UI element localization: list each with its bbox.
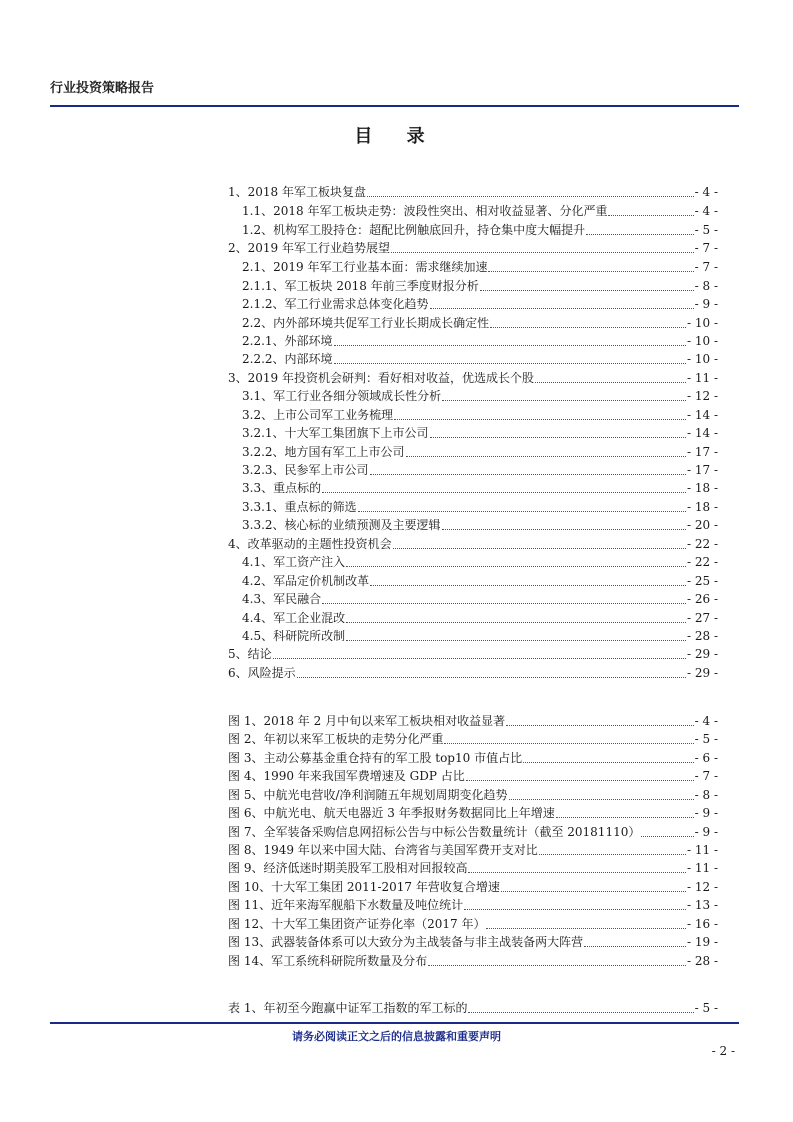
dot-leader: [346, 565, 686, 567]
toc-entry-page: - 28 -: [686, 629, 718, 643]
dot-leader: [523, 761, 694, 763]
toc-entry[interactable]: [242, 571, 718, 589]
figure-entry[interactable]: [228, 932, 718, 950]
figure-entry-text: 图 4、1990 年来我国军费增速及 GDP 占比: [228, 769, 465, 783]
figure-entry-text: 图 5、中航光电营收/净利润随五年规划周期变化趋势: [228, 788, 508, 802]
toc-entry[interactable]: [242, 497, 718, 515]
toc-entry-page: - 27 -: [686, 611, 718, 625]
figure-entry-page: - 13 -: [686, 898, 718, 912]
dot-leader: [608, 214, 693, 216]
dot-leader: [468, 871, 686, 873]
figure-entry-text: 图 14、军工系统科研院所数量及分布: [228, 954, 428, 968]
dot-leader: [509, 798, 694, 800]
toc-entry[interactable]: [228, 663, 718, 681]
dot-leader: [442, 399, 686, 401]
dot-leader: [346, 621, 686, 623]
dot-leader: [367, 195, 694, 197]
toc-entry-text: 2.1.1、军工板块 2018 年前三季度财报分析: [242, 279, 479, 293]
toc-entry-text: 3.2、上市公司军工业务梳理: [242, 408, 394, 422]
figure-entry[interactable]: [228, 711, 718, 729]
dot-leader: [535, 381, 686, 383]
figure-entry[interactable]: [228, 895, 718, 913]
dot-leader: [641, 835, 693, 837]
figure-entry-text: 图 11、近年来海军舰船下水数量及吨位统计: [228, 898, 464, 912]
toc-entry-page: - 17 -: [686, 445, 718, 459]
figure-entry-page: - 11 -: [686, 861, 718, 875]
figure-entry-page: - 7 -: [694, 769, 718, 783]
toc-entry-page: - 14 -: [686, 426, 718, 440]
toc-entry[interactable]: [242, 515, 718, 533]
toc-entry-text: 4.5、科研院所改制: [242, 629, 346, 643]
toc-entry-page: - 26 -: [686, 592, 718, 606]
dot-leader: [322, 602, 686, 604]
toc-entry-text: 3.2.1、十大军工集团旗下上市公司: [242, 426, 429, 440]
figure-entry-text: 图 7、全军装备采购信息网招标公告与中标公告数量统计（截至 20181110）: [228, 825, 641, 839]
figure-entry-text: 图 1、2018 年 2 月中旬以来军工板块相对收益显著: [228, 714, 506, 728]
toc-entry-text: 4.4、军工企业混改: [242, 611, 346, 625]
toc-entry-text: 4.1、军工资产注入: [242, 555, 346, 569]
toc-entry[interactable]: [242, 257, 718, 275]
dot-leader: [297, 676, 686, 678]
toc-entry-page: - 10 -: [686, 334, 718, 348]
toc-entry[interactable]: [242, 331, 718, 349]
table-entry-text: 表 1、年初至今跑赢中证军工指数的军工标的: [228, 1001, 468, 1015]
toc-entry[interactable]: [242, 386, 718, 404]
toc-entry[interactable]: [228, 644, 718, 662]
toc-entry-text: 2、2019 年军工行业趋势展望: [228, 241, 390, 255]
table-entry[interactable]: [228, 998, 718, 1016]
dot-leader: [556, 816, 694, 818]
toc-entry-text: 2.1.2、军工行业需求总体变化趋势: [242, 297, 429, 311]
dot-leader: [488, 270, 693, 272]
dot-leader: [334, 362, 686, 364]
figure-entry[interactable]: [228, 785, 718, 803]
figure-entry[interactable]: [228, 914, 718, 932]
toc-entry-text: 2.1、2019 年军工行业基本面：需求继续加速: [242, 260, 488, 274]
figure-entry[interactable]: [228, 951, 718, 969]
toc-entry[interactable]: [242, 276, 718, 294]
dot-leader: [444, 742, 693, 744]
toc-entry[interactable]: [242, 478, 718, 496]
table-entry-page: - 5 -: [694, 1001, 718, 1015]
figure-entry-page: - 19 -: [686, 935, 718, 949]
toc-entry-text: 3.3.2、核心标的业绩预测及主要逻辑: [242, 518, 441, 532]
dot-leader: [586, 233, 694, 235]
figure-entry-page: - 12 -: [686, 880, 718, 894]
dot-leader: [584, 945, 686, 947]
toc-entry[interactable]: [242, 349, 718, 367]
toc-entry-page: - 11 -: [686, 371, 718, 385]
toc-entry-text: 5、结论: [228, 647, 272, 661]
toc-entry[interactable]: [242, 313, 718, 331]
toc-entry-text: 2.2、内外部环境共促军工行业长期成长确定性: [242, 316, 490, 330]
dot-leader: [393, 547, 686, 549]
figure-entry-page: - 8 -: [694, 788, 718, 802]
dot-leader: [273, 657, 686, 659]
figure-entry-page: - 11 -: [686, 843, 718, 857]
toc-entry-page: - 9 -: [694, 297, 718, 311]
toc-entry[interactable]: [242, 220, 718, 238]
figure-entry-page: - 16 -: [686, 917, 718, 931]
toc-entry[interactable]: [242, 608, 718, 626]
toc-entry-text: 4.2、军品定价机制改革: [242, 574, 370, 588]
dot-leader: [490, 326, 686, 328]
report-type-header: 行业投资策略报告: [50, 81, 155, 96]
dot-leader: [428, 964, 686, 966]
toc-entry-text: 4.3、军民融合: [242, 592, 322, 606]
dot-leader: [501, 890, 686, 892]
toc-entry-page: - 29 -: [686, 647, 718, 661]
toc-entry-page: - 5 -: [694, 223, 718, 237]
toc-entry-text: 2.2.2、内部环境: [242, 352, 333, 366]
toc-entry-page: - 22 -: [686, 537, 718, 551]
toc-entry-text: 1、2018 年军工板块复盘: [228, 185, 366, 199]
figure-entry[interactable]: [228, 858, 718, 876]
toc-entry[interactable]: [228, 534, 718, 552]
toc-entry-page: - 12 -: [686, 389, 718, 403]
toc-entry[interactable]: [242, 405, 718, 423]
toc-entry-text: 1.1、2018 年军工板块走势：波段性突出、相对收益显著、分化严重: [242, 204, 608, 218]
toc-entry-page: - 4 -: [694, 204, 718, 218]
figure-entry[interactable]: [228, 877, 718, 895]
toc-entry-text: 3.2.2、地方国有军工上市公司: [242, 445, 405, 459]
toc-title: 目 录: [354, 126, 439, 147]
figure-entry-page: - 4 -: [694, 714, 718, 728]
toc-entry[interactable]: [228, 368, 718, 386]
dot-leader: [466, 779, 694, 781]
dot-leader: [430, 307, 694, 309]
toc-entry[interactable]: [242, 552, 718, 570]
toc-entry[interactable]: [228, 238, 718, 256]
figure-entry-text: 图 3、主动公募基金重仓持有的军工股 top10 市值占比: [228, 751, 523, 765]
dot-leader: [539, 853, 686, 855]
toc-entry-page: - 20 -: [686, 518, 718, 532]
figure-entry-page: - 6 -: [694, 751, 718, 765]
toc-entry-page: - 17 -: [686, 463, 718, 477]
toc-entry-text: 3.1、军工行业各细分领域成长性分析: [242, 389, 442, 403]
toc-entry-page: - 10 -: [686, 316, 718, 330]
dot-leader: [394, 418, 686, 420]
toc-entry-text: 3.3、重点标的: [242, 481, 322, 495]
dot-leader: [442, 528, 686, 530]
toc-entry-text: 1.2、机构军工股持仓：超配比例触底回升，持仓集中度大幅提升: [242, 223, 586, 237]
toc-entry[interactable]: [242, 589, 718, 607]
toc-entry-page: - 29 -: [686, 666, 718, 680]
dot-leader: [406, 455, 686, 457]
toc-entry-text: 3.3.1、重点标的筛选: [242, 500, 357, 514]
header-divider: [50, 105, 739, 107]
dot-leader: [358, 510, 686, 512]
toc-entry-text: 3.2.3、民参军上市公司: [242, 463, 369, 477]
toc-entry-page: - 10 -: [686, 352, 718, 366]
figure-entry-text: 图 6、中航光电、航天电器近 3 年季报财务数据同比上年增速: [228, 806, 555, 820]
toc-entry-page: - 4 -: [694, 185, 718, 199]
figure-entry-page: - 5 -: [694, 732, 718, 746]
toc-entry-page: - 14 -: [686, 408, 718, 422]
toc-entry-page: - 25 -: [686, 574, 718, 588]
toc-entry[interactable]: [228, 182, 718, 200]
toc-entry-page: - 8 -: [694, 279, 718, 293]
figure-entry-page: - 9 -: [694, 806, 718, 820]
toc-entry-page: - 7 -: [694, 241, 718, 255]
toc-entry-page: - 18 -: [686, 481, 718, 495]
toc-entry-text: 4、改革驱动的主题性投资机会: [228, 537, 392, 551]
dot-leader: [480, 289, 694, 291]
dot-leader: [468, 1011, 693, 1013]
toc-entry[interactable]: [242, 294, 718, 312]
toc-entry-page: - 7 -: [694, 260, 718, 274]
dot-leader: [391, 251, 694, 253]
footer-divider: [50, 1022, 739, 1024]
figure-entry-text: 图 8、1949 年以来中国大陆、台湾省与美国军费开支对比: [228, 843, 538, 857]
toc-entry-text: 6、风险提示: [228, 666, 296, 680]
toc-entry-text: 2.2.1、外部环境: [242, 334, 333, 348]
toc-entry[interactable]: [242, 423, 718, 441]
figure-entry-page: - 28 -: [686, 954, 718, 968]
toc-entry-text: 3、2019 年投资机会研判：看好相对收益，优选成长个股: [228, 371, 534, 385]
page-number: - 2 -: [711, 1044, 735, 1058]
figure-entry-text: 图 13、武器装备体系可以大致分为主战装备与非主战装备两大阵营: [228, 935, 584, 949]
toc-entry[interactable]: [242, 442, 718, 460]
toc-entry-page: - 18 -: [686, 500, 718, 514]
figure-entry[interactable]: [228, 840, 718, 858]
dot-leader: [430, 436, 686, 438]
dot-leader: [370, 473, 686, 475]
figure-entry-text: 图 10、十大军工集团 2011-2017 年营收复合增速: [228, 880, 500, 894]
toc-entry[interactable]: [242, 460, 718, 478]
figure-entry-text: 图 9、经济低迷时期美股军工股相对回报较高: [228, 861, 468, 875]
dot-leader: [322, 491, 686, 493]
dot-leader: [464, 908, 686, 910]
figure-entry-text: 图 12、十大军工集团资产证券化率（2017 年）: [228, 917, 486, 931]
figure-entry-text: 图 2、年初以来军工板块的走势分化严重: [228, 732, 444, 746]
dot-leader: [506, 724, 694, 726]
disclaimer-notice: 请务必阅读正文之后的信息披露和重要声明: [292, 1030, 501, 1043]
toc-entry[interactable]: [242, 626, 718, 644]
figure-entry[interactable]: [228, 748, 718, 766]
dot-leader: [346, 639, 686, 641]
toc-entry[interactable]: [242, 201, 718, 219]
figure-entry[interactable]: [228, 729, 718, 747]
toc-entry-page: - 22 -: [686, 555, 718, 569]
figure-entry[interactable]: [228, 766, 718, 784]
dot-leader: [370, 584, 686, 586]
dot-leader: [334, 344, 686, 346]
figure-entry-page: - 9 -: [694, 825, 718, 839]
figure-entry[interactable]: [228, 803, 718, 821]
figure-entry[interactable]: [228, 822, 718, 840]
dot-leader: [486, 927, 686, 929]
